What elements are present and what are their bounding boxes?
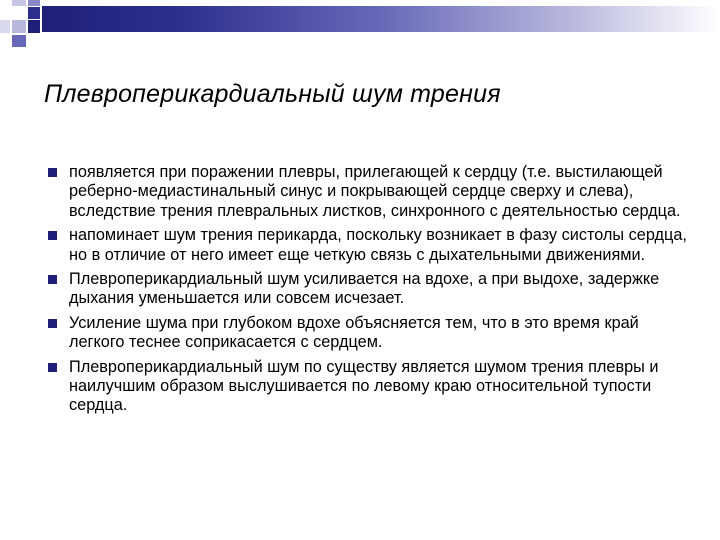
deco-square	[28, 0, 40, 6]
list-item	[48, 358, 688, 416]
list-item	[48, 270, 688, 309]
deco-square	[28, 7, 40, 19]
header-decoration	[0, 0, 720, 50]
square-bullet-icon	[48, 319, 57, 328]
deco-square	[28, 20, 40, 33]
deco-square	[12, 20, 26, 33]
square-bullet-icon	[48, 168, 57, 177]
bullet-text: Плевроперикардиальный шум по существу является шумом трения плевры и наилучшим образом выслушивается по левому краю относительной тупости сердца.	[69, 357, 659, 415]
slide-title: Плевроперикардиальный шум трения	[44, 80, 501, 108]
bullet-list	[48, 163, 688, 421]
list-item	[48, 314, 688, 353]
deco-square	[0, 20, 10, 33]
deco-square	[12, 0, 26, 6]
bullet-text: Усиление шума при глубоком вдохе объясняется тем, что в это время край легкого теснее соприкасается с сердцем.	[69, 313, 639, 352]
list-item	[48, 163, 688, 221]
bullet-text: напоминает шум трения перикарда, поскольку возникает в фазу систолы сердца, но в отличие от него имеет еще четкую связь с дыхательными движениями.	[69, 226, 687, 264]
list-item	[48, 226, 688, 265]
bullet-text: появляется при поражении плевры, прилегающей к сердцу (т.е. выстилающей реберно-медиастинальный синус и покрывающей сердце сверху и слева), вследствие трения плевральных листков, синхронного с деятельностью сердца.	[69, 163, 681, 220]
header-gradient-band	[42, 6, 720, 32]
square-bullet-icon	[48, 231, 57, 240]
square-bullet-icon	[48, 275, 57, 284]
bullet-text: Плевроперикардиальный шум усиливается на вдохе, а при выдохе, задержке дыхания уменьшается или совсем исчезает.	[69, 270, 660, 308]
square-bullet-icon	[48, 363, 57, 372]
deco-square	[12, 35, 26, 47]
